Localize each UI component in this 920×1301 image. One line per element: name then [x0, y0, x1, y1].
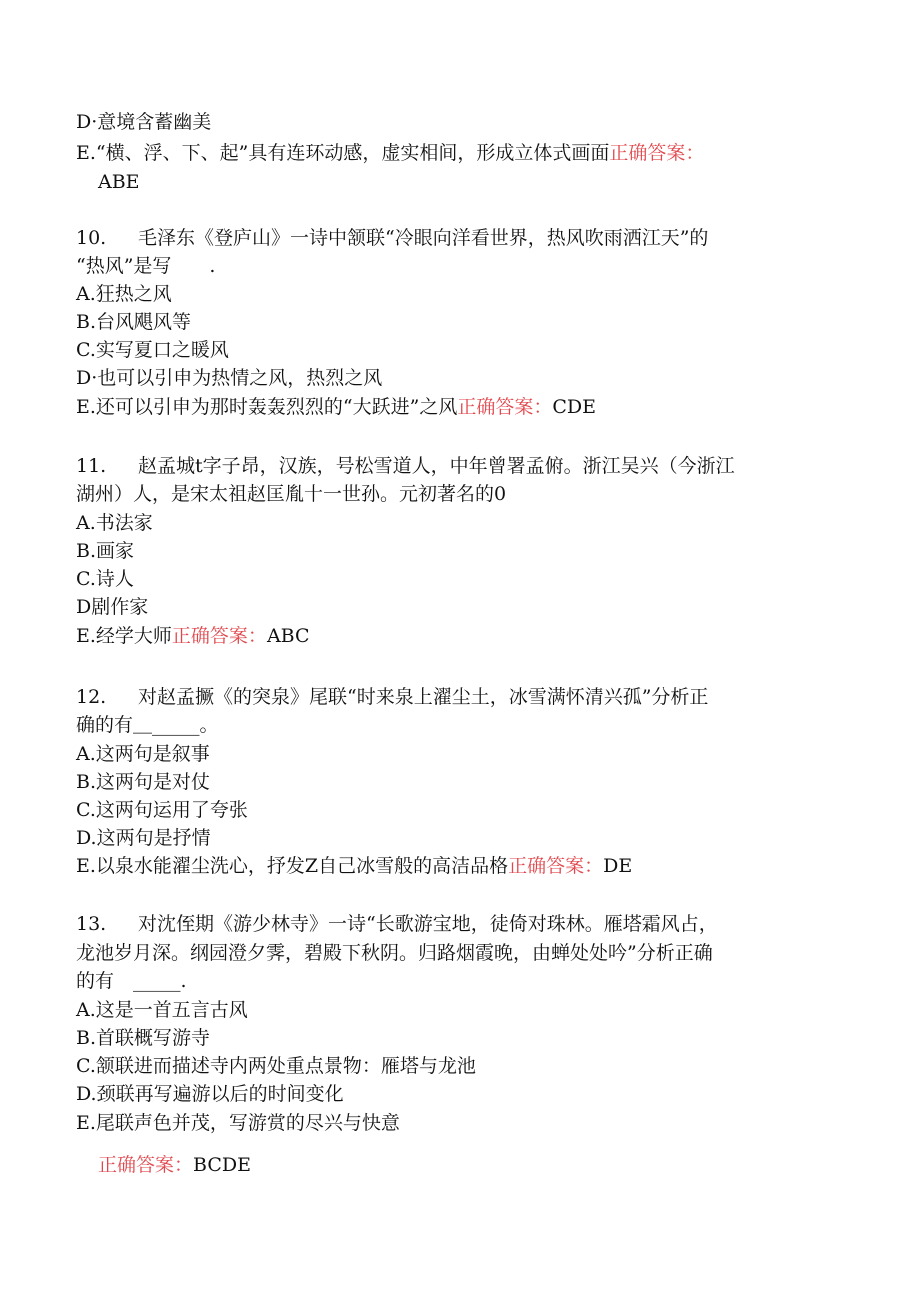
q11-option-c: C.诗人 [76, 568, 134, 590]
q13-answer [98, 1151, 251, 1179]
q11-number: 11. [76, 455, 107, 477]
q11-answer-label: 正确答案： [171, 625, 267, 647]
q13-option-b: B.首联概写游寺 [76, 1027, 211, 1049]
q11-option-b: B.画家 [76, 540, 135, 562]
q11-option-d: D剧作家 [76, 596, 149, 618]
q13-answer-label: 正确答案： [98, 1154, 194, 1176]
q11-option-e [76, 622, 310, 650]
q10-answer-value: CDE [552, 396, 596, 418]
q11-option-a: A.书法家 [76, 512, 153, 534]
q12-option-e [76, 852, 632, 880]
q13-number: 13. [76, 913, 107, 935]
q10-option-b: B.台风飓风等 [76, 311, 192, 333]
q13-answer-value: BCDE [193, 1154, 251, 1176]
q13-option-c: C.颔联进而描述寺内两处重点景物：雁塔与龙池 [76, 1055, 476, 1077]
q12-stem-text1: 对赵孟撅《的突泉》尾联“时来泉上濯尘土，冰雪满怀清兴孤”分析正 [138, 686, 709, 708]
q10-stem-text1: 毛泽东《登庐山》一诗中颔联“冷眼向洋看世界，热风吹雨洒江天”的 [138, 227, 709, 249]
q10-number: 10. [76, 227, 107, 249]
q11-stem-line1 [76, 452, 735, 480]
prev-answer-label: 正确答案： [609, 142, 705, 164]
q12-answer-value: DE [603, 855, 633, 877]
q10-option-a: A.狂热之风 [76, 283, 172, 305]
q12-option-b: B.这两句是对仗 [76, 771, 211, 793]
q11-option-e-text: E.经学大师 [76, 625, 172, 647]
q13-stem-line2: 龙池岁月深。纲园澄夕霁，碧殿下秋阴。归路烟霞晚，由蝉处处吟”分析正确 [76, 942, 713, 964]
q10-option-e-text: E.还可以引申为那时轰轰烈烈的“大跃进”之风 [76, 396, 458, 418]
q12-number: 12. [76, 686, 107, 708]
q10-option-c: C.实写夏口之暖风 [76, 339, 229, 361]
q12-option-c: C.这两句运用了夸张 [76, 799, 248, 821]
q12-option-e-text: E.以泉水能濯尘洗心，抒发Z自己冰雪般的高洁品格 [76, 855, 509, 877]
q11-stem-line2: 湖州）人，是宋太祖赵匡胤十一世孙。元初著名的0 [76, 483, 507, 505]
q11-stem-text1: 赵孟城t字子昂，汉族，号松雪道人，中年曾署孟俯。浙江吴兴（今浙江 [138, 455, 735, 477]
q13-stem-text1: 对沈侄期《游少林寺》一诗“长歌游宝地，徒倚对珠林。雁塔霜风占， [138, 913, 718, 935]
prev-option-d: D·意境含蓄幽美 [76, 111, 212, 133]
prev-answer-value: ABE [98, 171, 140, 193]
q12-option-d: D.这两句是抒情 [76, 827, 211, 849]
q13-stem-line3: 的有 _____. [76, 970, 187, 992]
prev-option-e-text: E.“横、浮、下、起”具有连环动感，虚实相间，形成立体式画面 [76, 142, 610, 164]
q12-option-a: A.这两句是叙事 [76, 743, 210, 765]
q10-answer-label: 正确答案： [457, 396, 553, 418]
q13-option-a: A.这是一首五言古风 [76, 999, 248, 1021]
q12-stem-line2: 确的有＿_____。 [76, 714, 219, 736]
q10-stem-line2: “热风”是写 . [76, 255, 216, 277]
prev-option-e [76, 139, 704, 167]
q13-option-e: E.尾联声色并茂，写游赏的尽兴与快意 [76, 1112, 400, 1134]
q13-option-d: D.颈联再写遍游以后的时间变化 [76, 1083, 344, 1105]
q12-stem-line1 [76, 683, 708, 711]
q10-option-e [76, 393, 596, 421]
q10-stem-line1 [76, 224, 708, 252]
q10-option-d: D·也可以引申为热情之风，热烈之风 [76, 367, 383, 389]
q13-stem-line1 [76, 910, 718, 938]
q12-answer-label: 正确答案： [508, 855, 604, 877]
q11-answer-value: ABC [266, 625, 310, 647]
